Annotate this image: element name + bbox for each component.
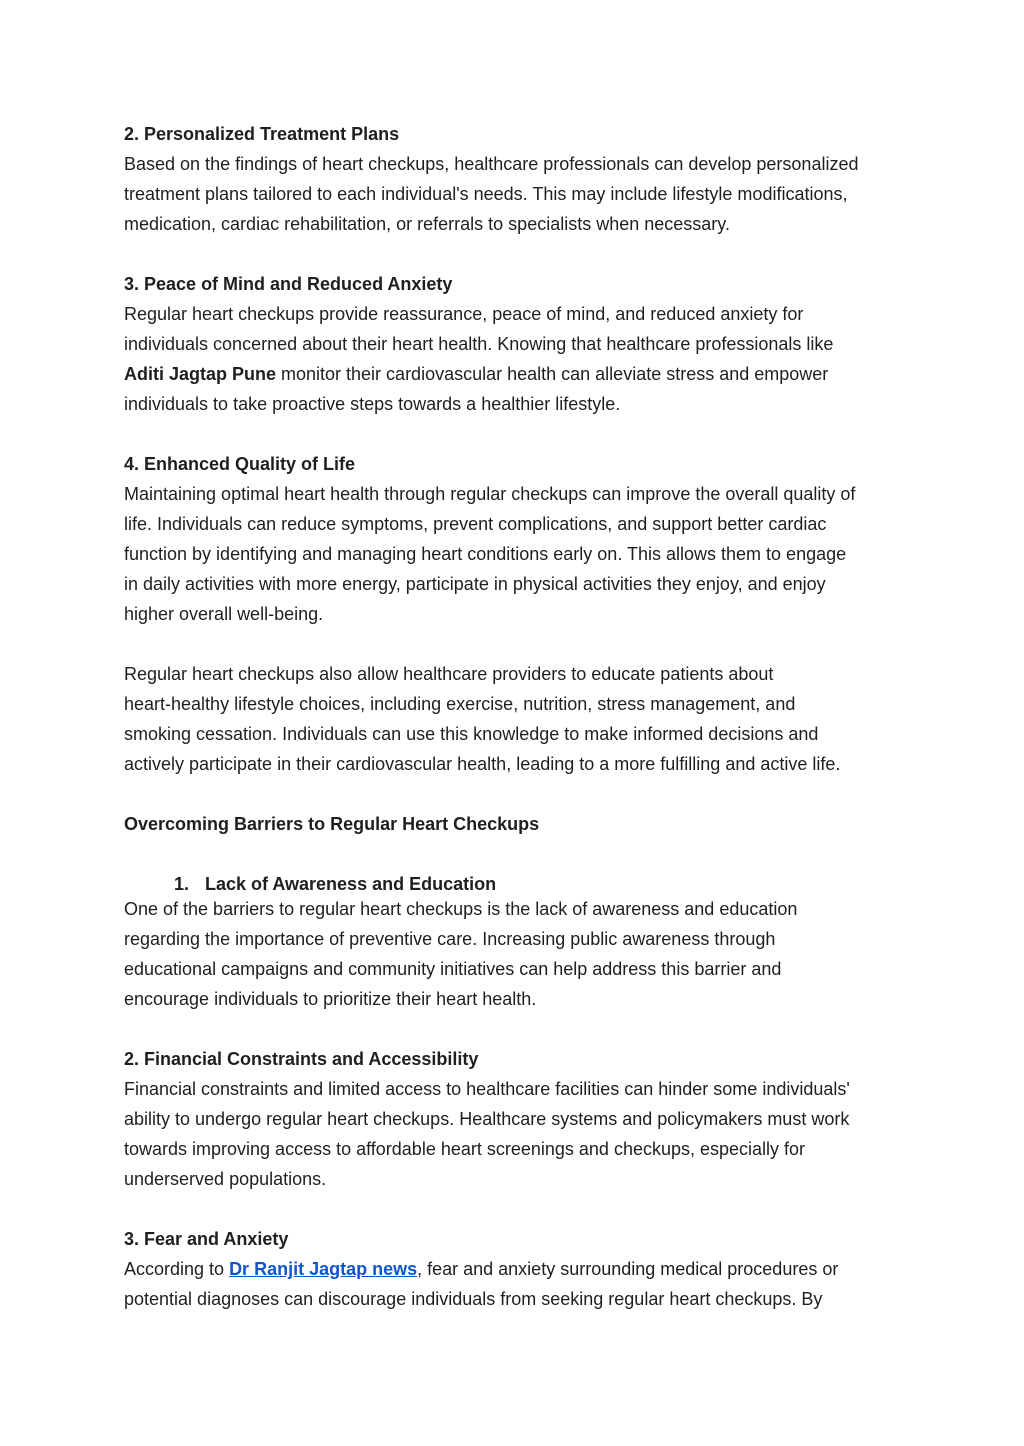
paragraph-line: life. Individuals can reduce symptoms, prevent complications, and support better cardiac (124, 514, 827, 534)
paragraph-line: educational campaigns and community initiatives can help address this barrier and (124, 959, 782, 979)
paragraph-line: ability to undergo regular heart checkups. Healthcare systems and policymakers must work (124, 1109, 850, 1129)
paragraph-line: potential diagnoses can discourage individuals from seeking regular heart checkups. By (124, 1289, 823, 1309)
paragraph-line: encourage individuals to prioritize their heart health. (124, 989, 537, 1009)
paragraph-line-with-link (124, 1254, 914, 1284)
paragraph-spacer (124, 1194, 914, 1224)
paragraph-text: According to (124, 1259, 230, 1279)
section-heading-peace-of-mind: 3. Peace of Mind and Reduced Anxiety (124, 274, 453, 294)
paragraph-line: regarding the importance of preventive care. Increasing public awareness through (124, 929, 776, 949)
paragraph-line: heart-healthy lifestyle choices, including exercise, nutrition, stress management, and (124, 694, 796, 714)
paragraph-line: Financial constraints and limited access to healthcare facilities can hinder some individuals' (124, 1079, 850, 1099)
paragraph-spacer (124, 779, 914, 809)
paragraph-line: towards improving access to affordable heart screenings and checkups, especially for (124, 1139, 806, 1159)
paragraph-line: Based on the findings of heart checkups, healthcare professionals can develop personalized (124, 154, 859, 174)
paragraph-line: Regular heart checkups provide reassurance, peace of mind, and reduced anxiety for (124, 304, 804, 324)
paragraph-spacer (124, 629, 914, 659)
paragraph-line: underserved populations. (124, 1169, 327, 1189)
paragraph-spacer (124, 419, 914, 449)
paragraph-text: , fear and anxiety surrounding medical procedures or (417, 1259, 839, 1279)
paragraph-line: function by identifying and managing heart conditions early on. This allows them to engage (124, 544, 847, 564)
paragraph-line: One of the barriers to regular heart checkups is the lack of awareness and education (124, 899, 798, 919)
section-heading-overcoming-barriers: Overcoming Barriers to Regular Heart Checkups (124, 814, 540, 834)
paragraph-line: smoking cessation. Individuals can use this knowledge to make informed decisions and (124, 724, 819, 744)
paragraph-spacer (124, 1014, 914, 1044)
paragraph-text: monitor their cardiovascular health can alleviate stress and empower (276, 364, 829, 384)
list-number: 1. (174, 874, 190, 894)
paragraph-line: individuals concerned about their heart health. Knowing that healthcare professionals like (124, 334, 834, 354)
paragraph-line: treatment plans tailored to each individual's needs. This may include lifestyle modifications, (124, 184, 848, 204)
paragraph-spacer (124, 239, 914, 269)
paragraph-line: medication, cardiac rehabilitation, or referrals to specialists when necessary. (124, 214, 730, 234)
bold-name: Aditi Jagtap Pune (124, 364, 277, 384)
list-heading-text: Lack of Awareness and Education (205, 874, 497, 894)
paragraph-line: Maintaining optimal heart health through regular checkups can improve the overall quality of (124, 484, 856, 504)
paragraph-line-with-bold-name (124, 359, 914, 389)
section-heading-personalized-treatment: 2. Personalized Treatment Plans (124, 124, 400, 144)
paragraph-line: actively participate in their cardiovascular health, leading to a more fulfilling and active life. (124, 754, 841, 774)
section-heading-quality-of-life: 4. Enhanced Quality of Life (124, 454, 356, 474)
paragraph-line: Regular heart checkups also allow healthcare providers to educate patients about (124, 664, 774, 684)
document-page (124, 119, 914, 1314)
paragraph-spacer (124, 839, 914, 869)
paragraph-line: higher overall well-being. (124, 604, 324, 624)
paragraph-line: individuals to take proactive steps towards a healthier lifestyle. (124, 394, 621, 414)
section-heading-financial-constraints: 2. Financial Constraints and Accessibility (124, 1049, 479, 1069)
section-heading-fear-and-anxiety: 3. Fear and Anxiety (124, 1229, 289, 1249)
list-heading-lack-of-awareness (124, 869, 914, 894)
dr-ranjit-jagtap-news-link[interactable]: Dr Ranjit Jagtap news (229, 1259, 418, 1279)
paragraph-line: in daily activities with more energy, participate in physical activities they enjoy, and enjoy (124, 574, 826, 594)
